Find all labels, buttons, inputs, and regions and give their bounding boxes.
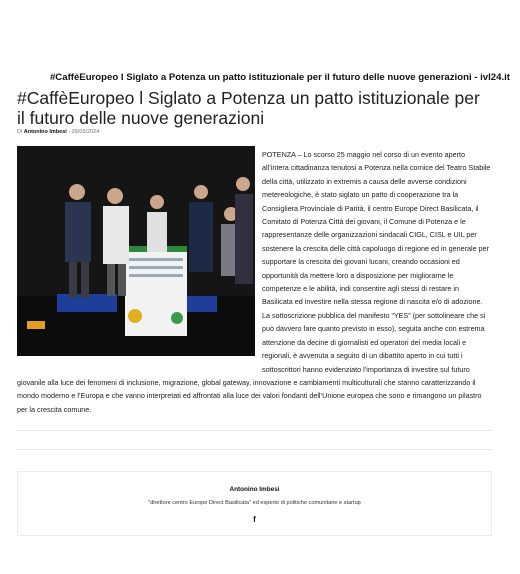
article-body-text: POTENZA – Lo scorso 25 maggio nel corso di un evento aperto all’intera cittadinanza tenutosi a Potenza nella cornice del Teatro Stabile della città, utilizzato in extremis a causa delle avverse condizioni metereologiche, è stato siglato un patto di cooperazione tra la Consigliera Provinciale di Parità, il centro Europe Direct Basilicata, il Comitato di Potenza Città dei giovani, il Comune di Potenza e le rappresentanze delle organizzazioni sindacali CIGL, CISL e UIL per sostenere la crescita delle città capoluogo di regione ed in generale per supportare la crescita dei giovani lucani, creando occasioni ed opportunità da mettere loro a disposizione per migliorarne le competenze e le abilità, indi consentire agli stessi di restare in Basilicata ed investire nella stessa regione di nascita e/o di adozione. La sottoscrizione pubblica del manifesto “YES” (per sottolineare che si può davvero fare quanto previsto in esso), seguita anche con estrema attenzione da decine di giornalisti ed operatori dei media locali e regionali, è avvenuta a seguito di un dibattito aperto in cui tutti i sottoscrittori hanno evidenziato l’importanza di investire sul futuro giovanile alla luce dei fenomeni di inclusione, migrazione, global gateway, innovazione e cambiamenti multiculturali che stanno caratterizzando il mondo moderno e l’Europa e che vanno interpretati ed affrontati alla luce dei valori fondanti dell’Unione europea che sono e rimangono un pilastro per la crescita comune. [17,150,491,414]
author-box-name: Antonino Imbesi [229,486,280,493]
publish-date: 28/05/2024 [71,129,100,135]
article-photo [17,146,255,356]
divider-bottom [17,449,492,450]
divider-top [17,430,492,431]
author-box [17,471,492,536]
facebook-icon[interactable]: f [253,515,256,524]
byline [17,129,99,135]
byline-prefix: Di [17,129,23,135]
byline-separator: - [68,129,71,135]
article-title: #CaffèEuropeo l Siglato a Potenza un patto istituzionale per il futuro delle nuove generazioni [17,88,480,128]
author-link[interactable]: Antonino Imbesi [23,129,67,135]
window-title: #CaffèEuropeo l Siglato a Potenza un patto istituzionale per il futuro delle nuove generazioni - ivl24.it [49,72,510,83]
author-box-description: "direttore centro Europe Direct Basilicata" ed esperto di politiche comunitarie e startup [148,500,361,506]
